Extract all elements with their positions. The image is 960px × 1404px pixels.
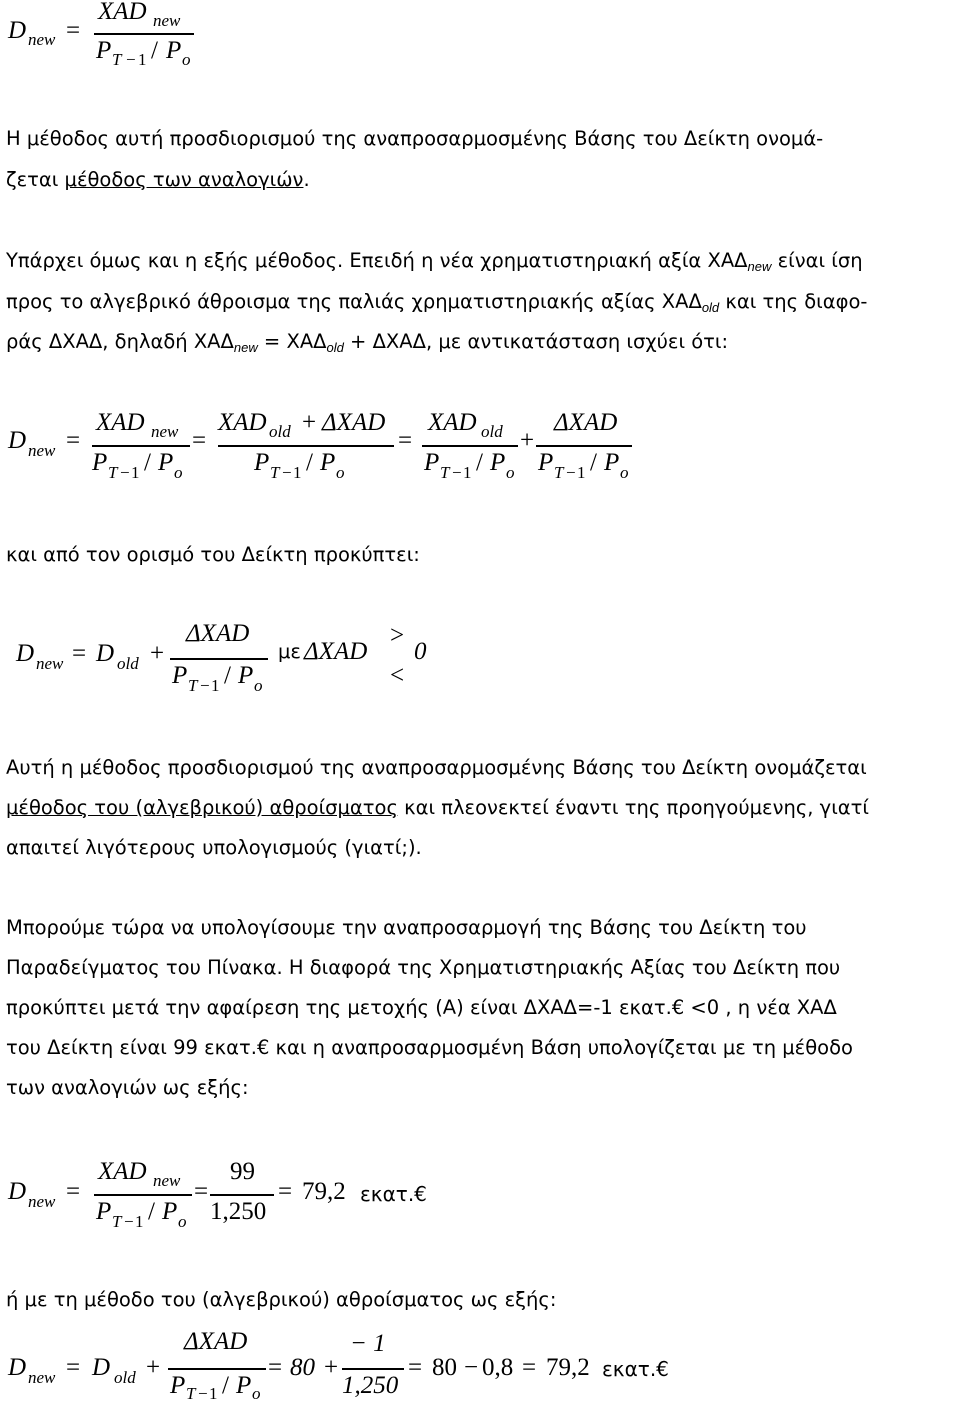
paragraph-line: προκύπτει μετά την αφαίρεση της μετοχής (Α) είναι ΔΧΑΔ=-1 εκατ.€ <0 , η νέα ΧΑΔ: [6, 996, 837, 1019]
eq-slash: /: [144, 449, 151, 476]
eq-o: o: [336, 463, 345, 482]
eq-D: D: [8, 17, 27, 44]
eq-one: 1: [211, 676, 220, 695]
eq-sub-new: new: [28, 1368, 56, 1387]
text: είναι ίση: [771, 249, 863, 272]
fraction-bar: [210, 1194, 274, 1196]
eq-T: T: [186, 1384, 196, 1403]
eq-XAD: XAD: [96, 409, 145, 436]
equation-sum-method: [6, 1326, 706, 1403]
eq-minus: −: [452, 463, 462, 482]
eq-me: με: [278, 640, 301, 663]
paragraph-line: [6, 249, 863, 274]
eq-plus: +: [146, 1354, 161, 1381]
eq-P: P: [236, 1372, 252, 1399]
eq-sub-old: old: [269, 422, 291, 441]
eq-one: 1: [463, 463, 472, 482]
eq-P: P: [162, 1198, 178, 1225]
eq-slash: /: [306, 449, 313, 476]
eq-plus: +: [520, 427, 535, 454]
eq-P: P: [92, 449, 108, 476]
eq-P: P: [254, 449, 270, 476]
text: ζεται: [6, 168, 65, 191]
eq-ekat: εκατ.€: [602, 1357, 669, 1381]
eq-P: P: [172, 662, 188, 689]
eq-D: D: [8, 1178, 27, 1205]
eq-equals: =: [278, 1178, 293, 1205]
eq-T: T: [112, 50, 122, 69]
text: .: [303, 168, 310, 191]
subscript: new: [747, 259, 772, 274]
eq-80: 80: [432, 1354, 457, 1381]
eq-minus: −: [566, 463, 576, 482]
eq-plus: +: [302, 409, 317, 436]
eq-T: T: [270, 463, 280, 482]
eq-D: D: [8, 1354, 27, 1381]
fraction-bar: [168, 1368, 266, 1370]
paragraph-line: του Δείκτη είναι 99 εκατ.€ και η αναπροσαρμοσμένη Βάση υπολογίζεται με τη μέθοδο: [6, 1036, 853, 1059]
eq-sub-new: new: [153, 1171, 181, 1190]
eq-P: P: [96, 1198, 112, 1225]
eq-plus: +: [150, 640, 165, 667]
eq-XAD: XAD: [218, 409, 267, 436]
eq-equals: =: [66, 17, 81, 44]
eq-dXAD: ΔXAD: [184, 1328, 248, 1355]
eq-equals: =: [408, 1354, 423, 1381]
eq-equals: =: [72, 640, 87, 667]
eq-minus: −: [124, 1212, 134, 1231]
paragraph-line: [6, 168, 310, 191]
eq-XAD: XAD: [428, 409, 477, 436]
eq-sub-new: new: [151, 422, 179, 441]
eq-o: o: [620, 463, 629, 482]
equation-definition: [6, 618, 446, 708]
eq-equals: =: [66, 427, 81, 454]
eq-T: T: [440, 463, 450, 482]
eq-80: 80: [290, 1354, 315, 1381]
eq-equals: =: [66, 1354, 81, 1381]
paragraph-line: [6, 796, 869, 819]
eq-one: 1: [577, 463, 586, 482]
eq-equals: =: [268, 1354, 283, 1381]
eq-P: P: [166, 37, 182, 64]
fraction-bar: [92, 445, 190, 447]
eq-minus: −: [120, 463, 130, 482]
eq-P: P: [320, 449, 336, 476]
paragraph-line: και από τον ορισμό του Δείκτη προκύπτει:: [6, 543, 420, 566]
eq-79-2: 79,2: [302, 1178, 346, 1205]
eq-D: D: [8, 427, 27, 454]
eq-o: o: [252, 1384, 261, 1403]
eq-sub-old: old: [114, 1368, 136, 1387]
eq-P: P: [170, 1372, 186, 1399]
eq-sub-new: new: [28, 1192, 56, 1211]
eq-one: 1: [138, 50, 147, 69]
eq-slash: /: [148, 1198, 155, 1225]
eq-o: o: [174, 463, 183, 482]
eq-o: o: [182, 50, 191, 69]
term-underlined: μέθοδος των αναλογιών: [64, 168, 304, 191]
paragraph-line: Η μέθοδος αυτή προσδιορισμού της αναπροσαρμοσμένης Βάσης του Δείκτη ονομά-: [6, 127, 824, 150]
paragraph-line: [6, 290, 867, 315]
eq-ekat: εκατ.€: [360, 1182, 427, 1206]
eq-P: P: [158, 449, 174, 476]
eq-1250: 1,250: [210, 1198, 267, 1225]
eq-minus-1: − 1: [350, 1330, 386, 1357]
eq-minus: −: [126, 50, 136, 69]
eq-99: 99: [230, 1158, 255, 1185]
eq-o: o: [506, 463, 515, 482]
eq-T: T: [554, 463, 564, 482]
eq-minus: −: [198, 1384, 208, 1403]
fraction-bar: [342, 1368, 404, 1370]
equation-proportion-method: [6, 1154, 466, 1234]
paragraph-line: Παραδείγματος του Πίνακα. Η διαφορά της Χρηματιστηριακής Αξίας του Δείκτη που: [6, 956, 841, 979]
eq-equals: =: [522, 1354, 537, 1381]
subscript: old: [701, 300, 720, 315]
eq-dXAD: ΔXAD: [304, 638, 368, 665]
eq-dXAD: ΔXAD: [186, 620, 250, 647]
eq-slash: /: [151, 37, 158, 64]
eq-XAD: XAD: [98, 1158, 147, 1185]
equation-substitution: [6, 405, 646, 495]
eq-slash: /: [590, 449, 597, 476]
eq-slash: /: [224, 662, 231, 689]
eq-gt: >: [390, 622, 405, 649]
text: ράς ΔΧΑΔ, δηλαδή ΧΑΔ: [6, 330, 234, 353]
eq-o: o: [254, 676, 263, 695]
paragraph-line: Αυτή η μέθοδος προσδιορισμού της αναπροσαρμοσμένης Βάσης του Δείκτη ονομάζεται: [6, 756, 867, 779]
eq-sub-old: old: [481, 422, 503, 441]
fraction-bar: [422, 445, 518, 447]
term-underlined: μέθοδος του (αλγεβρικού) αθροίσματος: [6, 796, 398, 819]
fraction-bar: [170, 658, 268, 660]
eq-minus: −: [200, 676, 210, 695]
eq-minus: −: [282, 463, 292, 482]
eq-T: T: [108, 463, 118, 482]
fraction-bar: [94, 1194, 192, 1196]
paragraph-line: ή με τη μέθοδο του (αλγεβρικού) αθροίσματος ως εξής:: [6, 1288, 557, 1311]
eq-minus: −: [464, 1354, 479, 1381]
fraction-bar: [218, 445, 394, 447]
text: και της διαφο-: [719, 290, 868, 313]
eq-T: T: [188, 676, 198, 695]
eq-sub-old: old: [117, 654, 139, 673]
eq-one: 1: [135, 1212, 144, 1231]
paragraph-line: [6, 330, 728, 355]
eq-equals: =: [398, 427, 413, 454]
text: = ΧΑΔ: [257, 330, 327, 353]
eq-one: 1: [209, 1384, 218, 1403]
eq-1250: 1,250: [342, 1372, 399, 1399]
text: και πλεονεκτεί έναντι της προηγούμενης, γιατί: [397, 796, 869, 819]
eq-P: P: [424, 449, 440, 476]
fraction-bar: [536, 445, 632, 447]
eq-0-8: 0,8: [482, 1354, 514, 1381]
eq-P: P: [238, 662, 254, 689]
eq-slash: /: [476, 449, 483, 476]
eq-sub-new: new: [28, 441, 56, 460]
eq-sub-new: new: [153, 11, 181, 30]
eq-lt: <: [390, 662, 405, 689]
paragraph-line: των αναλογιών ως εξής:: [6, 1076, 249, 1099]
eq-79-2: 79,2: [546, 1354, 590, 1381]
eq-equals: =: [192, 427, 207, 454]
fraction-bar: [94, 33, 194, 35]
eq-D: D: [92, 1354, 111, 1381]
eq-dXAD: ΔXAD: [322, 409, 386, 436]
eq-slash: /: [222, 1372, 229, 1399]
eq-P: P: [538, 449, 554, 476]
text: + ΔΧΑΔ, με αντικατάσταση ισχύει ότι:: [343, 330, 729, 353]
eq-D: D: [16, 640, 35, 667]
text: προς το αλγεβρικό άθροισμα της παλιάς χρηματιστηριακής αξίας ΧΑΔ: [6, 290, 702, 313]
subscript: old: [326, 340, 344, 355]
paragraph-line: Μπορούμε τώρα να υπολογίσουμε την αναπροσαρμογή της Βάσης του Δείκτη του: [6, 916, 807, 939]
eq-one: 1: [131, 463, 140, 482]
eq-dXAD: ΔXAD: [554, 409, 618, 436]
paragraph-line: απαιτεί λιγότερους υπολογισμούς (γιατί;).: [6, 836, 422, 859]
equation-top: [6, 0, 206, 80]
subscript: new: [233, 340, 258, 355]
eq-XAD: XAD: [98, 0, 147, 25]
eq-zero: 0: [414, 638, 427, 665]
eq-equals: =: [194, 1178, 209, 1205]
eq-plus: +: [324, 1354, 339, 1381]
eq-o: o: [178, 1212, 187, 1231]
eq-sub-new: new: [28, 30, 56, 49]
text: Υπάρχει όμως και η εξής μέθοδος. Επειδή η νέα χρηματιστηριακή αξία ΧΑΔ: [6, 249, 748, 272]
eq-equals: =: [66, 1178, 81, 1205]
eq-P: P: [604, 449, 620, 476]
eq-P: P: [490, 449, 506, 476]
eq-D: D: [96, 640, 115, 667]
eq-T: T: [112, 1212, 122, 1231]
eq-P: P: [96, 37, 112, 64]
eq-one: 1: [293, 463, 302, 482]
eq-sub-new: new: [36, 654, 64, 673]
